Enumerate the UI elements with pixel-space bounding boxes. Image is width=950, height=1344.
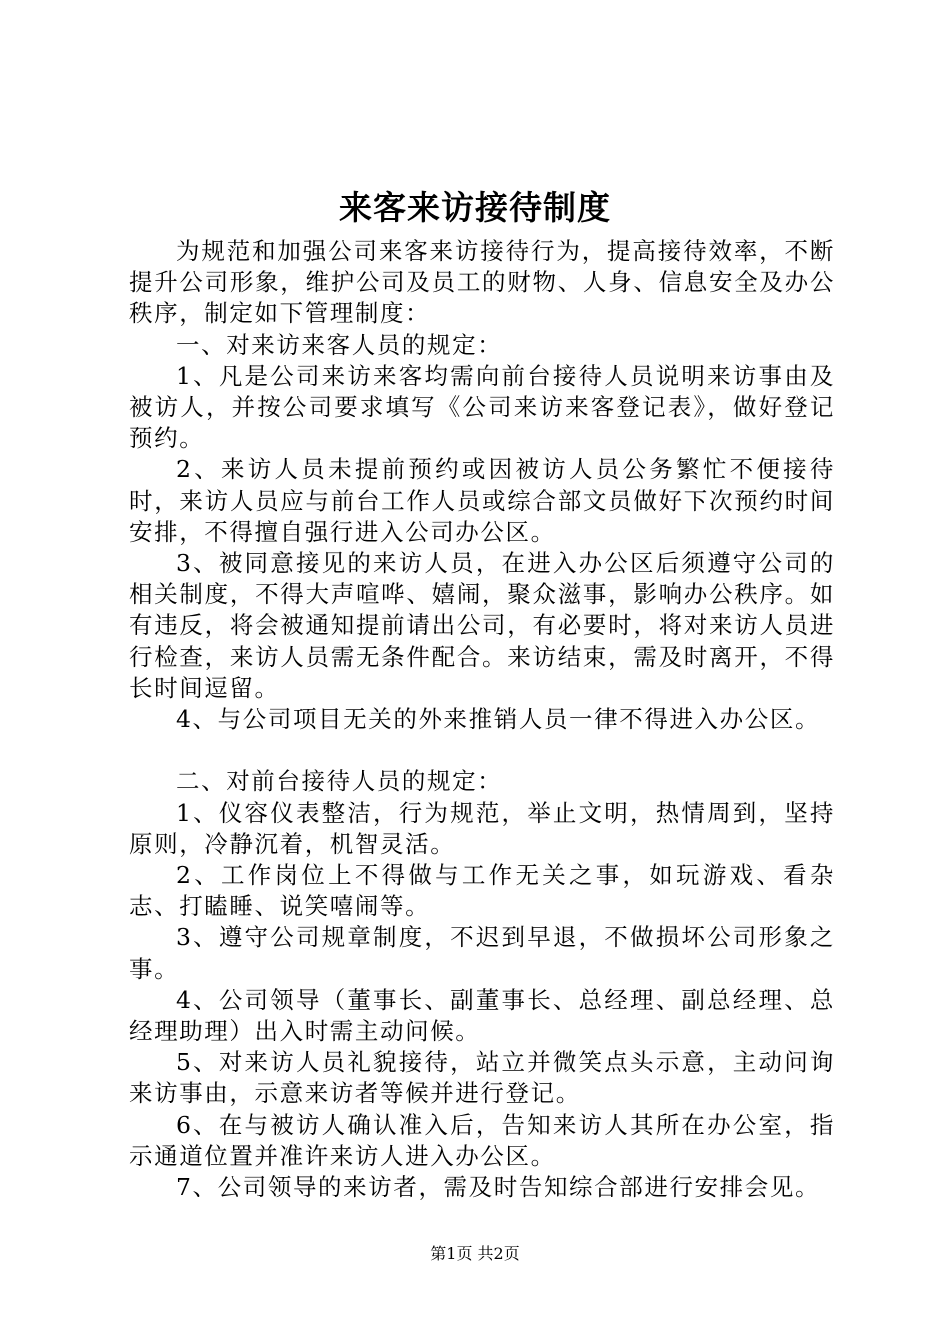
document-body [129,236,835,1203]
section-1-item: 2、来访人员未提前预约或因被访人员公务繁忙不便接待时，来访人员应与前台工作人员或综合部文员做好下次预约时间安排，不得擅自强行进入公司办公区。 [129,455,835,546]
section-2-heading: 二、对前台接待人员的规定： [176,767,503,796]
page-footer: 第1页 共2页 [430,1244,520,1263]
section-1-heading: 一、对来访来客人员的规定： [176,330,503,359]
section-2-item: 4、公司领导（董事长、副董事长、总经理、副总经理、总经理助理）出入时需主动问候。 [129,985,835,1046]
document-title: 来客来访接待制度 [339,188,611,227]
section-2-item: 2、工作岗位上不得做与工作无关之事，如玩游戏、看杂志、打瞌睡、说笑嘻闹等。 [129,861,835,921]
section-1-item: 4、与公司项目无关的外来推销人员一律不得进入办公区。 [176,705,821,734]
section-2-item: 6、在与被访人确认准入后，告知来访人其所在办公室，指示通道位置并准许来访人进入办公区。 [129,1110,835,1170]
section-2-item: 3、遵守公司规章制度，不迟到早退，不做损坏公司形象之事。 [129,923,835,983]
section-2-item: 1、仪容仪表整洁，行为规范，举止文明，热情周到，坚持原则，冷静沉着，机智灵活。 [129,798,835,858]
section-2-item: 7、公司领导的来访者，需及时告知综合部进行安排会见。 [176,1173,821,1202]
section-2-item: 5、对来访人员礼貌接待，站立并微笑点头示意，主动问询来访事由，示意来访者等候并进行登记。 [129,1048,835,1108]
section-1-item: 3、被同意接见的来访人员，在进入办公区后须遵守公司的相关制度，不得大声喧哗、嬉闹，聚众滋事，影响办公秩序。如有违反，将会被通知提前请出公司，有必要时，将对来访人员进行检查，来访人员需无条件配合。来访结束，需及时离开，不得长时间逗留。 [129,549,835,702]
blank-line [129,735,835,766]
section-1-item: 1、凡是公司来访来客均需向前台接待人员说明来访事由及被访人，并按公司要求填写《公司来访来客登记表》，做好登记预约。 [129,361,835,453]
intro-paragraph: 为规范和加强公司来客来访接待行为，提高接待效率，不断提升公司形象，维护公司及员工的财物、人身、信息安全及办公秩序，制定如下管理制度： [129,237,835,328]
